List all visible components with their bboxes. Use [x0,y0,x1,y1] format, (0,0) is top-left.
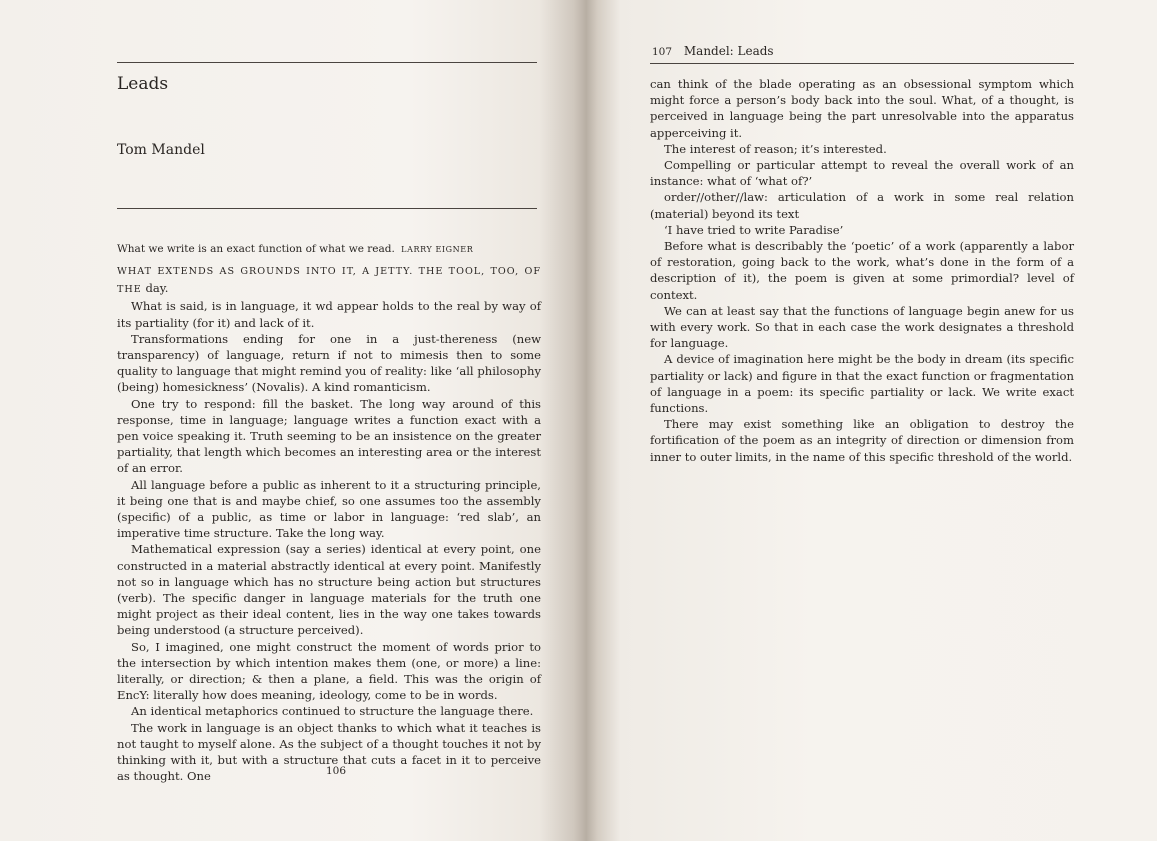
right-page [586,0,1157,841]
paragraph: Transformations ending for one in a just-thereness (new transparency) of language, return if not to mimesis then to some quality to language that might remind you of reality: like ‘all philosophy (being) homesickness’ (Novalis). A kind romanticism. [117,331,541,395]
epigraph-attribution: LARRY EIGNER [401,245,474,254]
paragraph: An identical metaphorics continued to structure the language there. [131,704,534,719]
page-number: 107 [652,46,673,58]
opening-smallcaps: WHAT EXTENDS AS GROUNDS INTO IT, A JETTY. THE TOOL, TOO, OF THE [117,266,541,296]
paragraph: Mathematical expression (say a series) identical at every point, one constructed in a material abstractly identical at every point. Manifestly not so in language which has no structure being action but structures (verb). The specific danger in language materials for the truth one might project as their ideal content, lies in the way one takes towards being understood (a structure perceived). [117,542,541,638]
paragraph: We can at least say that the functions of language begin anew for us with every work. So that in each case the work designates a threshold for language. [650,303,1074,351]
opening-rest: day. [145,281,169,296]
page-number: 106 [326,765,347,777]
paragraph: One try to respond: fill the basket. The long way around of this response, time in language; language writes a function exact with a pen voice speaking it. Truth seeming to be an insistence on the greater partiality, that length which becomes an interesting area or the interest of an error. [117,396,541,476]
paragraph: ‘I have tried to write Paradise’ [664,222,844,237]
running-head-rule [650,63,1074,64]
paragraph: There may exist something like an obligation to destroy the fortification of the poem as an integrity of direction or dimension from inner to outer limits, in the name of this specific threshold of the world. [650,417,1074,464]
paragraph: order//other//law: articulation of a work in some real relation (material) beyond its text [650,190,1074,221]
epigraph-text: What we write is an exact function of what we read. [117,243,395,255]
running-head-title: Mandel: Leads [683,44,774,58]
paragraph: All language before a public as inherent to it a structuring principle, it being one that is and maybe chief, so one assumes too the assembly (specific) of a public, as time or labor in language: ‘red slab’, an imperative time structure. Take the long way. [117,477,541,541]
author-name: Tom Mandel [117,142,205,158]
paragraph: Compelling or particular attempt to reveal the overall work of an instance: what of ‘what of?’ [650,158,1074,189]
running-head [652,44,774,58]
left-body-text [117,262,541,785]
paragraph: The interest of reason; it’s interested. [664,141,887,156]
right-body-text [650,76,1074,465]
paragraph: A device of imagination here might be the body in dream (its specific partiality or lack) and figure in that the exact function or fragmentation of language in a poem: its specific partiality or lack. We write exact functions. [650,352,1074,416]
opening-paragraph [117,262,541,298]
paragraph: The work in language is an object thanks to which what it teaches is not taught to myself alone. As the subject of a thought touches it not by thinking with it, but with a structure that cuts a facet in it to perceive as thought. One [117,720,541,784]
top-rule [117,62,537,63]
paragraph: What is said, is in language, it wd appear holds to the real by way of its partiality (for it) and lack of it. [117,299,541,330]
paragraph: So, I imagined, one might construct the moment of words prior to the intersection by which intention makes them (one, or more) a line: literally, or direction; & then a plane, a field. This was the origin of EncY: literally how does meaning, ideology, come to be in words. [117,639,541,703]
paragraph: Before what is describably the ‘poetic’ of a work (apparently a labor of restoration, going back to the work, what’s done in the form of a description of it), the poem is given at some primordial? level of context. [650,239,1074,302]
continued-paragraph: can think of the blade operating as an obsessional symptom which might force a person’s body back into the soul. What, of a thought, is perceived in language being the part unresolvable into the apparatus apperceiving it. [650,77,1074,140]
epigraph [117,243,473,255]
article-title: Leads [117,74,169,94]
title-block-rule [117,208,537,209]
